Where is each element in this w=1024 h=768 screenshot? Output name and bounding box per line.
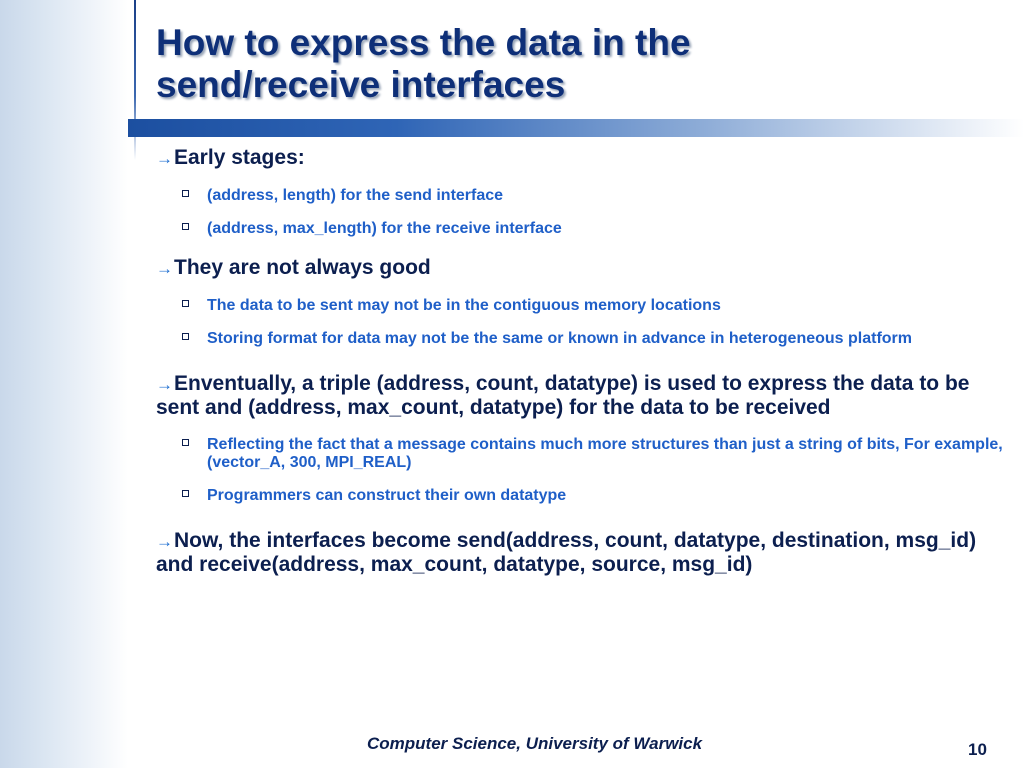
- sub-bullet-item: [182, 330, 1006, 348]
- sub-bullet-item: [182, 436, 1006, 472]
- square-bullet-icon: [182, 223, 189, 230]
- sub-bullet-text: (address, length) for the send interface: [207, 187, 504, 204]
- arrow-icon: →: [156, 149, 173, 168]
- bullet-item: [156, 146, 1006, 170]
- arrow-icon: →: [156, 259, 173, 278]
- sub-bullet-item: [182, 187, 1006, 205]
- bullet-group: [156, 146, 1006, 238]
- title-line-1: How to express the data in the: [156, 22, 691, 63]
- square-bullet-icon: [182, 190, 189, 197]
- sub-bullet-text: The data to be sent may not be in the contiguous memory locations: [207, 297, 721, 314]
- arrow-icon: →: [156, 375, 173, 394]
- sub-bullet-list: [182, 187, 1006, 238]
- sub-bullet-text: (address, max_length) for the receive interface: [207, 220, 562, 237]
- slide-title: [156, 22, 856, 106]
- square-bullet-icon: [182, 490, 189, 497]
- bullet-group: [156, 256, 1006, 348]
- title-underline-bar: [128, 119, 1024, 137]
- page-number: 10: [968, 740, 987, 759]
- bullet-group: [156, 529, 1006, 576]
- square-bullet-icon: [182, 439, 189, 446]
- arrow-icon: →: [156, 532, 173, 551]
- slide-body: [156, 146, 1006, 576]
- bullet-item: [156, 256, 1006, 280]
- bullet-item: [156, 529, 986, 576]
- title-line-2: send/receive interfaces: [156, 64, 566, 105]
- footer-institution: Computer Science, University of Warwick: [367, 734, 703, 753]
- bullet-text: Now, the interfaces become send(address, count, datatype, destination, msg_id) and receive(address, max_count, datatype, source, msg_id): [156, 529, 977, 576]
- sidebar-gradient: [0, 0, 128, 768]
- bullet-text: Enventually, a triple (address, count, datatype) is used to express the data to be sent and (address, max_count, datatype) for the data to be received: [156, 372, 970, 419]
- sub-bullet-list: [182, 436, 1006, 505]
- sub-bullet-list: [182, 297, 1006, 348]
- square-bullet-icon: [182, 333, 189, 340]
- bullet-text: Early stages:: [174, 146, 305, 169]
- sub-bullet-text: Programmers can construct their own datatype: [207, 487, 567, 504]
- sub-bullet-text: Reflecting the fact that a message contains much more structures than just a string of bits, For example, (vector_A, 300, MPI_REAL): [207, 436, 1003, 471]
- sub-bullet-item: [182, 220, 1006, 238]
- sub-bullet-text: Storing format for data may not be the same or known in advance in heterogeneous platform: [207, 330, 912, 347]
- bullet-item: [156, 372, 986, 419]
- bullet-text: They are not always good: [174, 256, 431, 279]
- square-bullet-icon: [182, 300, 189, 307]
- sub-bullet-item: [182, 297, 1006, 315]
- sub-bullet-item: [182, 487, 1006, 505]
- bullet-group: [156, 372, 1006, 505]
